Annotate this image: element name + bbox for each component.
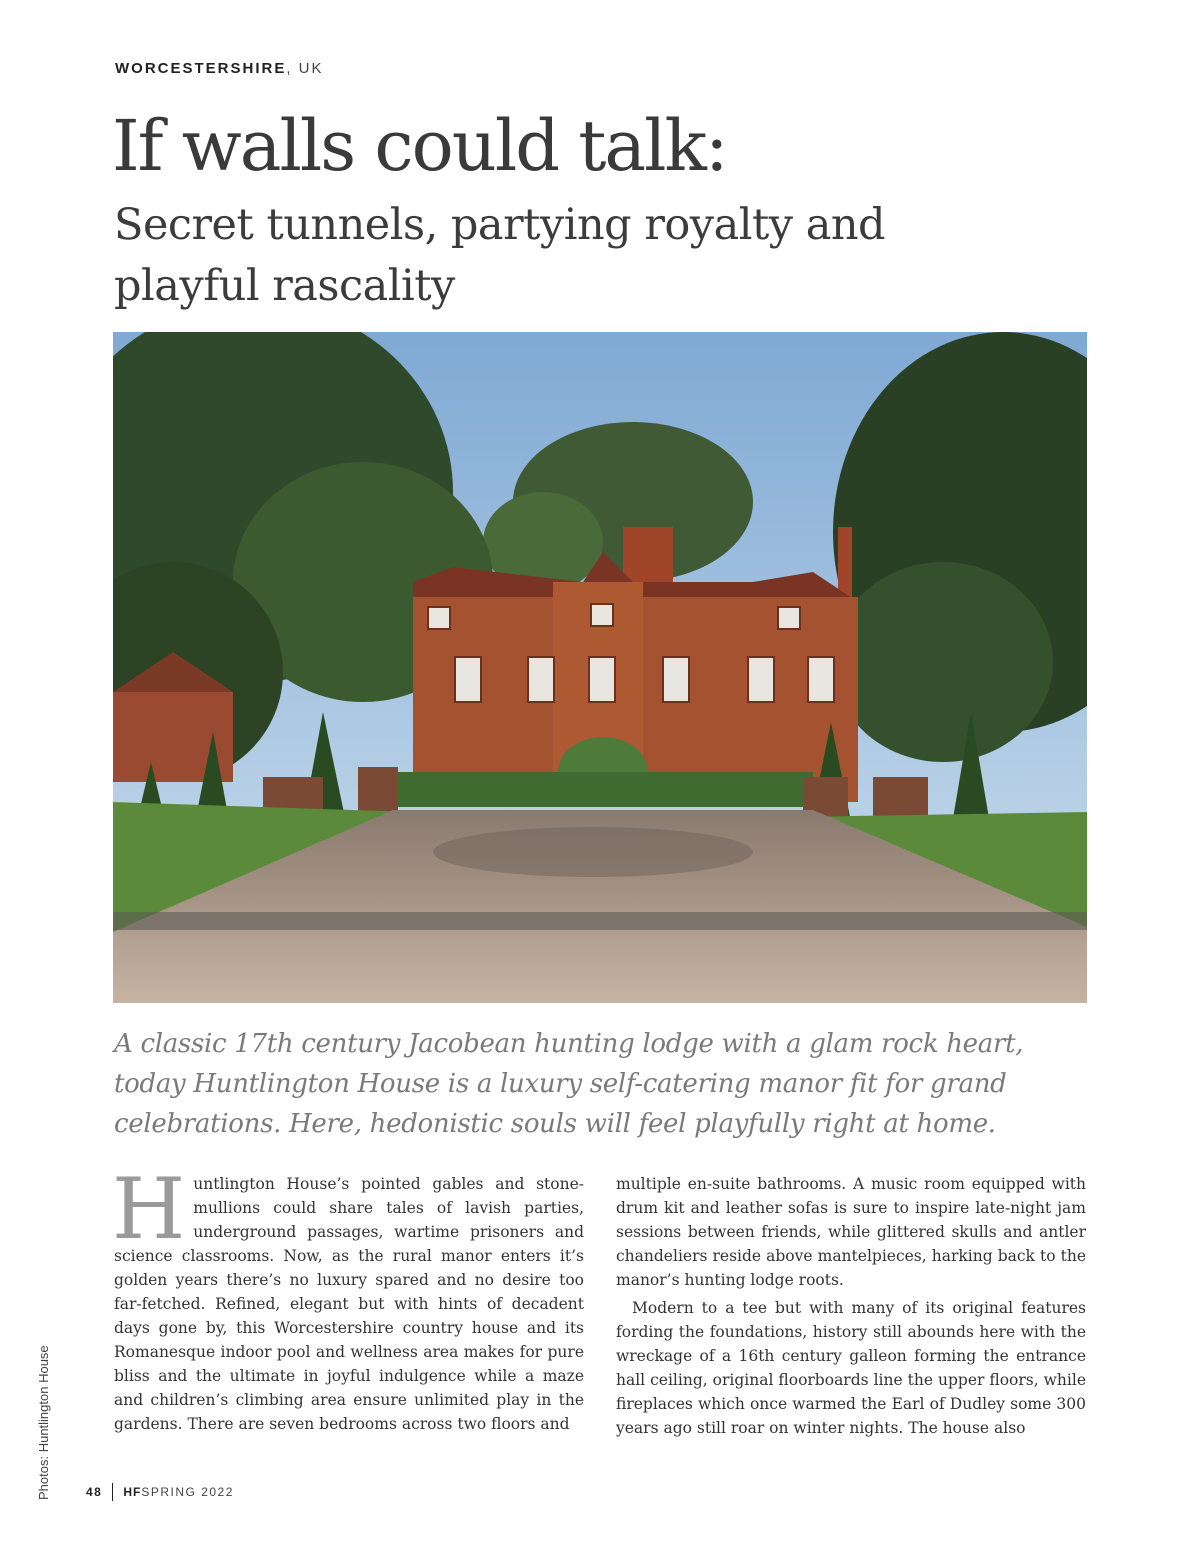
drop-cap: H [112, 1160, 186, 1258]
body-column-1 [112, 1160, 584, 1436]
subheadline: Secret tunnels, partying royalty and playful rascality [114, 200, 886, 311]
kicker-location: WORCESTERSHIRE [115, 60, 287, 77]
section-kicker [115, 60, 324, 77]
body-column-2 [616, 1172, 1086, 1440]
body-paragraph-1-continued: multiple en-suite bathrooms. A music room equipped with drum kit and leather sofas is sure to inspire late-night jam sessions between friends, while glittered skulls and antler chandeliers reside above mantelpieces, harking back to the manor’s hunting lodge roots. [616, 1175, 1086, 1289]
body-paragraph-1 [112, 1160, 584, 1436]
standfirst: A classic 17th century Jacobean hunting lodge with a glam rock heart, today Huntlington House is a luxury self-catering manor fit for grand celebrations. Here, hedonistic souls will feel playfully right at home. [114, 1029, 1024, 1139]
photo-credit: Photos: Huntlington House [36, 1345, 51, 1500]
magazine-name: HF [123, 1485, 142, 1499]
issue-label: SPRING 2022 [141, 1485, 234, 1499]
hero-photo [113, 332, 1087, 1003]
body-paragraph-1-text: untlington House’s pointed gables and stone-mullions could share tales of lavish parties, underground passages, wartime prisoners and science classrooms. Now, as the rural manor enters it’s golden years there’s no luxury spared and no desire too far-fetched. Refined, elegant but with hints of decadent days gone by, this Worcestershire country house and its Romanesque indoor pool and wellness area makes for pure bliss and the ultimate in joyful indulgence while a maze and children’s climbing area ensure unlimited play in the gardens. There are seven bedrooms across two floors and [114, 1175, 584, 1433]
body-paragraph-2: Modern to a tee but with many of its original features fording the foundations, history still abounds here with the wreckage of a 16th century galleon forming the entrance hall ceiling, original floorboards line the upper floors, while fireplaces which once warmed the Earl of Dudley some 300 years ago still roar on winter nights. The house also [616, 1299, 1086, 1437]
kicker-country: , UK [286, 60, 324, 77]
footer-divider [112, 1483, 113, 1501]
headline: If walls could talk: [112, 105, 727, 187]
page-number: 48 [86, 1485, 103, 1499]
page-footer [86, 1482, 234, 1502]
